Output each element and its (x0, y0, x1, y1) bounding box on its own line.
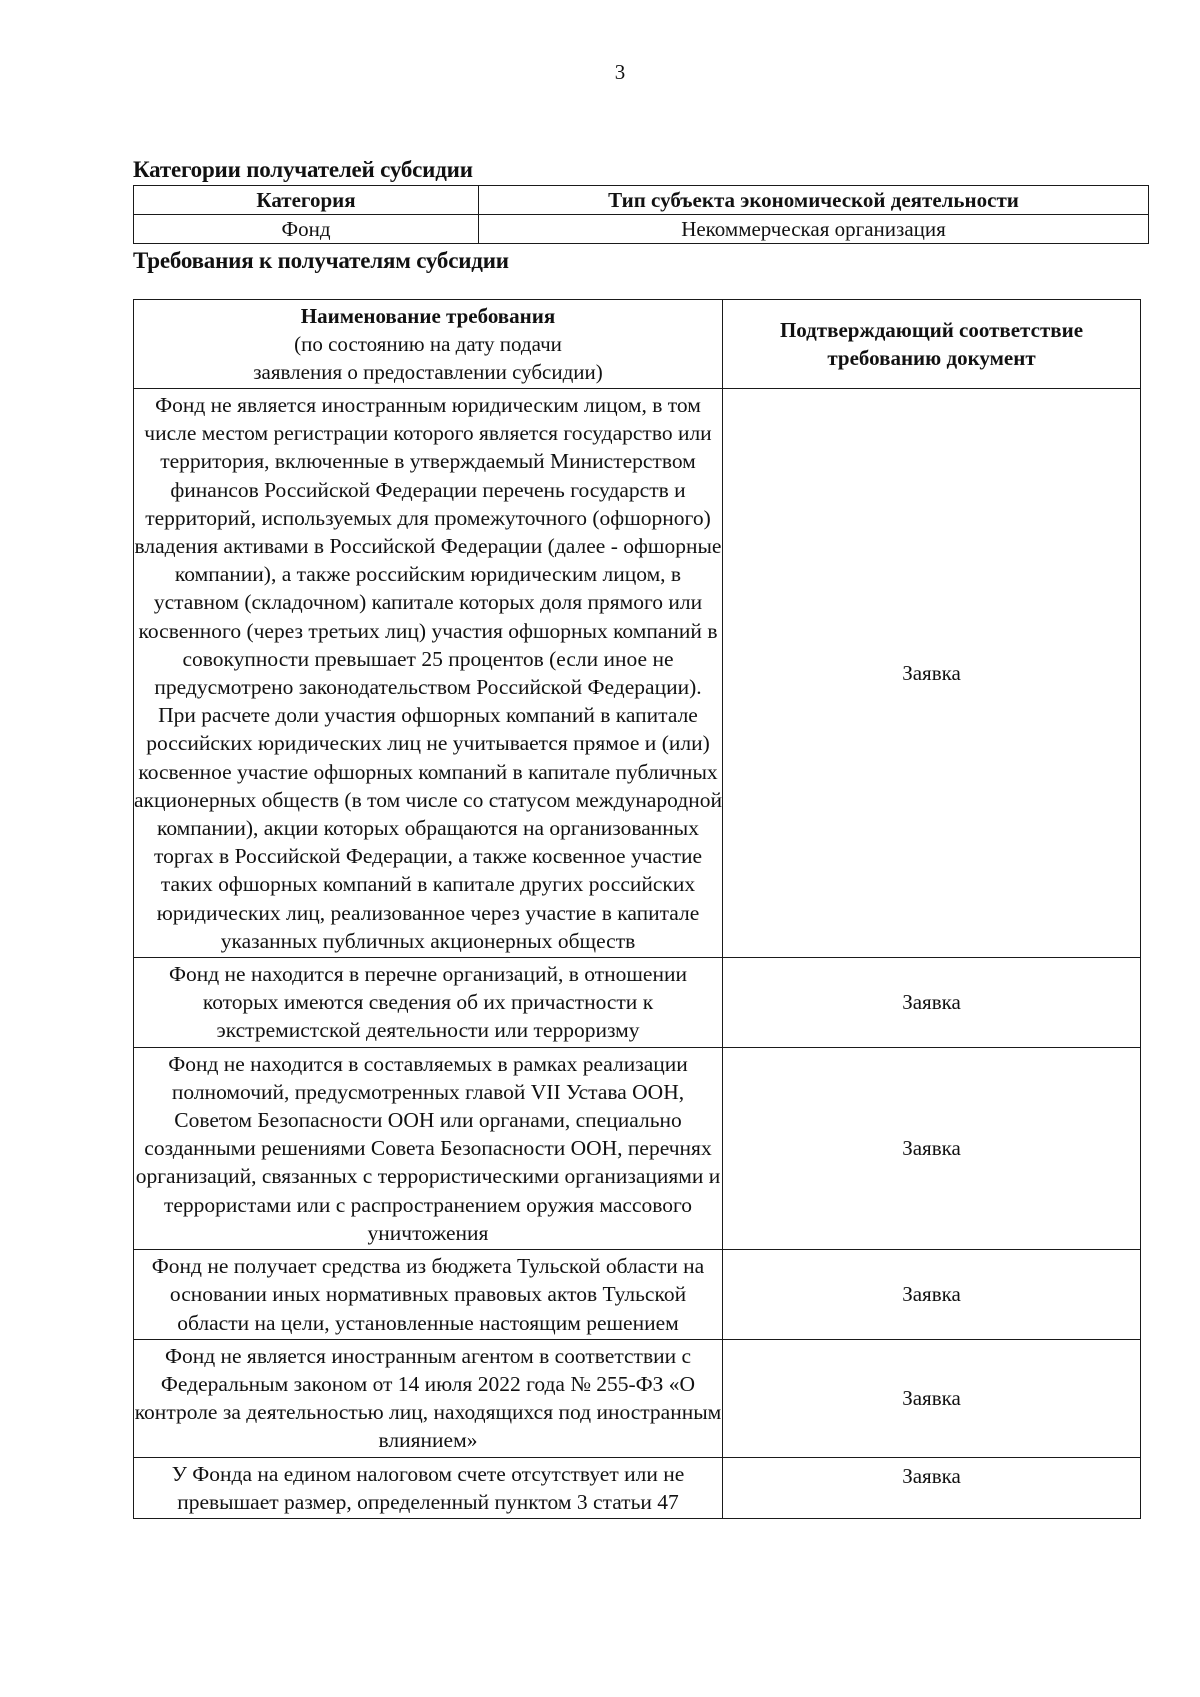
requirement-text: Фонд не является иностранным юридическим лицом, в том числе местом регистрации которого является государство или территория, включенные в утверждаемый Министерством финансов Российской Федерации перечень государств и территорий, используемых для промежуточного (офшорного) владения активами в Российской Федерации (далее - офшорные компании), а также российским юридическим лицом, в уставном (складочном) капитале которых доля прямого или косвенного (через третьих лиц) участия офшорных компаний в совокупности превышает 25 процентов (если иное не предусмотрено законодательством Российской Федерации). При расчете доли участия офшорных компаний в капитале российских юридических лиц не учитывается прямое и (или) косвенное участие офшорных компаний в капитале публичных акционерных обществ (в том числе со статусом международной компании), акции которых обращаются на организованных торгах в Российской Федерации, а также косвенное участие таких офшорных компаний в капитале других российских юридических лиц, реализованное через участие в капитале указанных публичных акционерных обществ (134, 389, 723, 958)
document-cell: Заявка (723, 1457, 1141, 1518)
table-row (134, 1250, 1141, 1340)
document-cell: Заявка (723, 1339, 1141, 1457)
document-header-text: Подтверждающий соответствие требованию документ (779, 318, 1084, 370)
requirements-heading: Требования к получателям субсидии (133, 248, 509, 273)
column-header-entity-type: Тип субъекта экономической деятельности (479, 186, 1149, 215)
column-header-requirement (134, 300, 723, 389)
categories-heading: Категории получателей субсидии (133, 157, 473, 182)
requirement-text: Фонд не находится в составляемых в рамках реализации полномочий, предусмотренных главой VII Устава ООН, Советом Безопасности ООН или органами, специально созданными решениями Совета Безопасности ООН, перечнях организаций, связанных с террористическими организациями и террористами или с распространением оружия массового уничтожения (134, 1047, 723, 1249)
requirement-text: Фонд не находится в перечне организаций, в отношении которых имеются сведения об их причастности к экстремистской деятельности или терроризму (134, 958, 723, 1048)
table-row (134, 1457, 1141, 1518)
requirement-header-title: Наименование требования (300, 304, 556, 328)
document-cell: Заявка (723, 389, 1141, 958)
requirement-header-subtitle-2: заявления о предоставлении субсидии) (253, 360, 603, 384)
table-row (134, 1047, 1141, 1249)
column-header-document (723, 300, 1141, 389)
document-cell: Заявка (723, 1047, 1141, 1249)
requirement-text: Фонд не является иностранным агентом в соответствии с Федеральным законом от 14 июля 2022 года № 255-ФЗ «О контроле за деятельностью лиц, находящихся под иностранным влиянием» (134, 1339, 723, 1457)
table-row (134, 958, 1141, 1048)
requirement-text: У Фонда на едином налоговом счете отсутствует или не превышает размер, определенный пунктом 3 статьи 47 (134, 1457, 723, 1518)
entity-type-cell: Некоммерческая организация (479, 215, 1149, 244)
categories-header-row (134, 186, 1149, 215)
requirement-text: Фонд не получает средства из бюджета Тульской области на основании иных нормативных правовых актов Тульской области на цели, установленные настоящим решением (134, 1250, 723, 1340)
table-row (134, 1339, 1141, 1457)
table-row (134, 389, 1141, 958)
column-header-category: Категория (134, 186, 479, 215)
page-number: 3 (614, 60, 626, 84)
category-cell: Фонд (134, 215, 479, 244)
document-cell: Заявка (723, 1250, 1141, 1340)
categories-table (133, 185, 1149, 244)
requirements-header-row (134, 300, 1141, 389)
requirements-table (133, 299, 1141, 1519)
table-row (134, 215, 1149, 244)
requirement-header-subtitle-1: (по состоянию на дату подачи (294, 332, 562, 356)
document-cell: Заявка (723, 958, 1141, 1048)
